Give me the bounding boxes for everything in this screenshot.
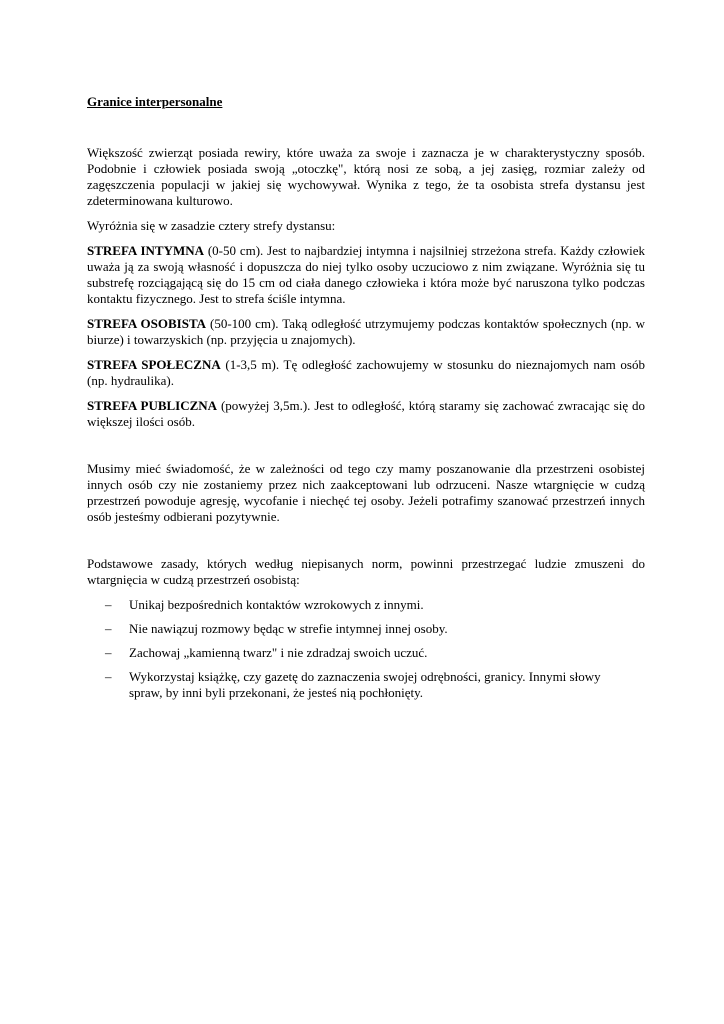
rule-text: Nie nawiązuj rozmowy będąc w strefie intymnej innej osoby. bbox=[129, 621, 448, 636]
zone-description: (50-100 cm). Taką odległość utrzymujemy podczas kontaktów społecznych (np. w biurze) i towarzyskich (np. przyjęcia u znajomych). bbox=[87, 316, 645, 347]
list-item bbox=[87, 597, 609, 613]
document-title: Granice interpersonalne bbox=[87, 94, 223, 109]
zone-name: STREFA PUBLICZNA bbox=[87, 398, 218, 413]
zone-intymna-paragraph bbox=[87, 243, 645, 307]
rule-text: Zachowaj „kamienną twarz" i nie zdradzaj swoich uczuć. bbox=[129, 645, 428, 660]
zone-name: STREFA INTYMNA bbox=[87, 243, 204, 258]
zone-description: (powyżej 3,5m.). Jest to odległość, którą staramy się zachować zwracając się do większej ilości osób. bbox=[87, 398, 645, 429]
rules-intro-paragraph: Podstawowe zasady, których według niepisanych norm, powinni przestrzegać ludzie zmuszeni do wtargnięcia w cudzą przestrzeń osobistą: bbox=[87, 556, 645, 587]
list-item bbox=[87, 621, 609, 637]
section-spacer bbox=[87, 439, 645, 461]
intro-paragraph: Większość zwierząt posiada rewiry, które uważa za swoje i zaznacza je w charakterystyczny sposób. Podobnie i człowiek posiada swoją „otoczkę", którą nosi ze sobą, a jej zasięg, rozmiar zależy od zagęszczenia populacji w jakiej się wychowywał. Wynika z tego, że ta osobista strefa dystansu jest zdeterminowana kulturowo. bbox=[87, 145, 645, 208]
list-item bbox=[87, 669, 609, 701]
zone-publiczna-paragraph bbox=[87, 398, 645, 430]
rule-text: Wykorzystaj książkę, czy gazetę do zaznaczenia swojej odrębności, granicy. Innymi słowy spraw, by inni byli przekonani, że jesteś nią pochłonięty. bbox=[129, 669, 601, 700]
zone-name: STREFA SPOŁECZNA bbox=[87, 357, 221, 372]
zone-description: (1-3,5 m). Tę odległość zachowujemy w stosunku do nieznajomych nam osób (np. hydraulika). bbox=[87, 357, 645, 388]
dash-bullet: – bbox=[105, 621, 112, 636]
zones-intro-paragraph: Wyróżnia się w zasadzie cztery strefy dystansu: bbox=[87, 218, 336, 233]
zone-name: STREFA OSOBISTA bbox=[87, 316, 207, 331]
dash-bullet: – bbox=[105, 645, 112, 660]
awareness-paragraph: Musimy mieć świadomość, że w zależności od tego czy mamy poszanowanie dla przestrzeni osobistej innych osób czy nie zostaniemy przez nich zaakceptowani lub odrzuceni. Nasze wtargnięcie w cudzą przestrzeń powoduje agresję, wycofanie i niechęć tej osoby. Jeżeli potrafimy szanować przestrzeń innych osób jesteśmy odbierani pozytywnie. bbox=[87, 461, 645, 524]
rule-text: Unikaj bezpośrednich kontaktów wzrokowych z innymi. bbox=[129, 597, 424, 612]
dash-bullet: – bbox=[105, 669, 112, 684]
zone-spoleczna-paragraph bbox=[87, 357, 645, 389]
dash-bullet: – bbox=[105, 597, 112, 612]
zone-description: (0-50 cm). Jest to najbardziej intymna i najsilniej strzeżona strefa. Każdy człowiek uważa ją za swoją własność i dopuszcza do niej tylko osoby uczuciowo z nim związane. Wyróżnia się tu substrefę rozciągającą się do 15 cm od ciała danego człowieka i która może być naruszona tylko podczas kontaktu fizycznego. Jest to strefa ściśle intymna. bbox=[87, 243, 645, 306]
section-spacer bbox=[87, 534, 645, 556]
list-item bbox=[87, 645, 609, 661]
zone-osobista-paragraph bbox=[87, 316, 645, 348]
rules-list bbox=[87, 597, 645, 701]
